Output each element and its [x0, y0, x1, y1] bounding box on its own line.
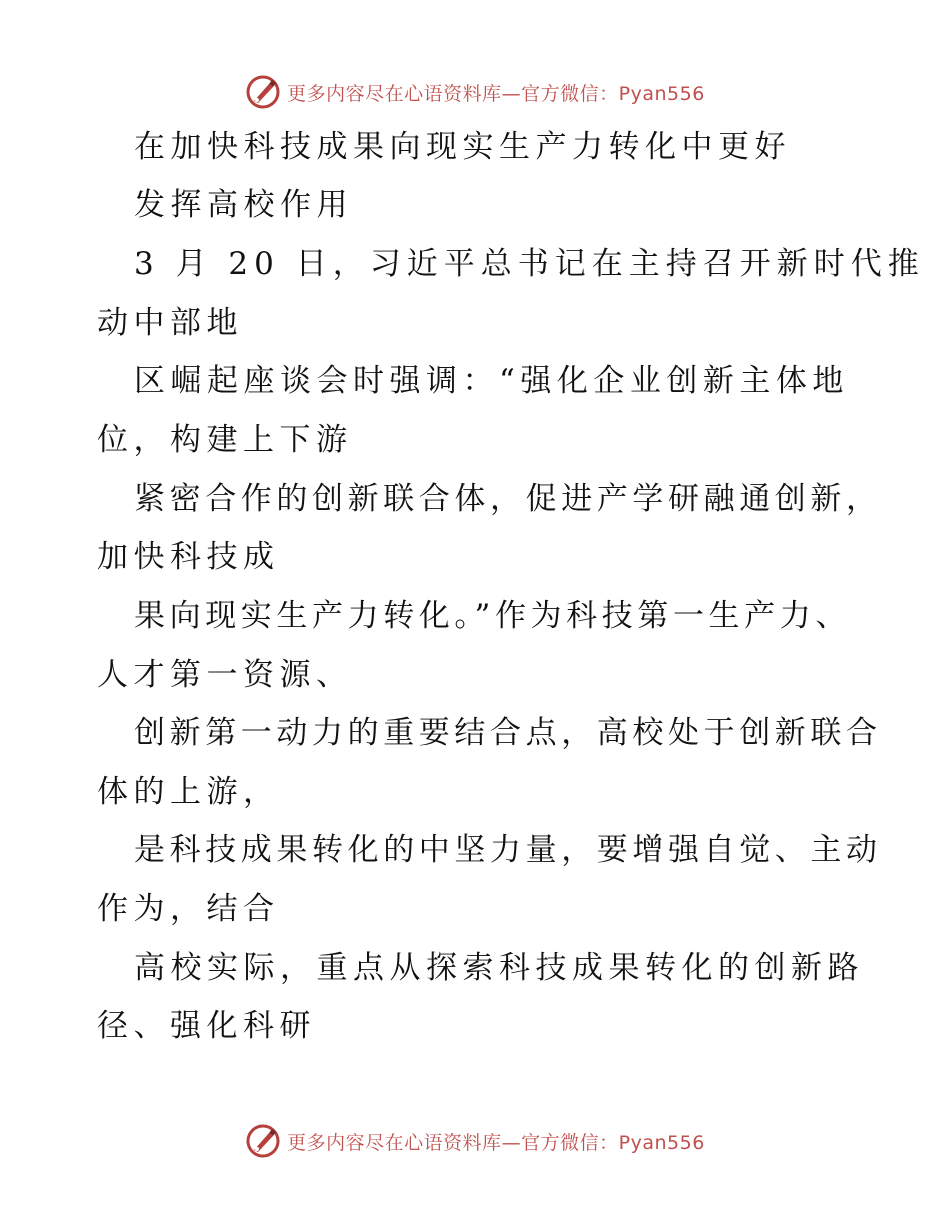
footer-watermark-banner — [0, 1121, 950, 1161]
text-line: 人才第一资源、 — [97, 657, 353, 693]
watermark-text: 更多内容尽在心语资料库—官方微信：Pyan556 — [287, 1131, 705, 1154]
text-line: 是科技成果转化的中坚力量，要增强自觉、主动 — [134, 832, 882, 868]
text-line: 3 月 20 日，习近平总书记在主持召开新时代推 — [134, 246, 925, 282]
header-watermark-banner — [0, 72, 950, 112]
text-line: 动中部地 — [97, 305, 243, 341]
text-line: 紧密合作的创新联合体，促进产学研融通创新， — [134, 481, 882, 517]
pen-logo-icon — [245, 1123, 281, 1159]
text-line: 高校实际，重点从探索科技成果转化的创新路 — [134, 950, 864, 986]
pen-logo-icon — [245, 74, 281, 110]
text-line: 位，构建上下游 — [97, 422, 353, 458]
text-line: 果向现实生产力转化。”作为科技第一生产力、 — [134, 598, 851, 634]
text-line: 径、强化科研 — [97, 1008, 316, 1044]
text-line: 加快科技成 — [97, 539, 280, 575]
text-line: 体的上游， — [97, 774, 280, 810]
text-line: 在加快科技成果向现实生产力转化中更好 — [134, 129, 791, 165]
text-line: 发挥高校作用 — [134, 187, 353, 223]
watermark-text: 更多内容尽在心语资料库—官方微信：Pyan556 — [287, 82, 705, 105]
text-line: 作为，结合 — [97, 891, 280, 927]
text-line: 创新第一动力的重要结合点，高校处于创新联合 — [134, 715, 882, 751]
text-line: 区崛起座谈会时强调：“强化企业创新主体地 — [134, 363, 849, 399]
